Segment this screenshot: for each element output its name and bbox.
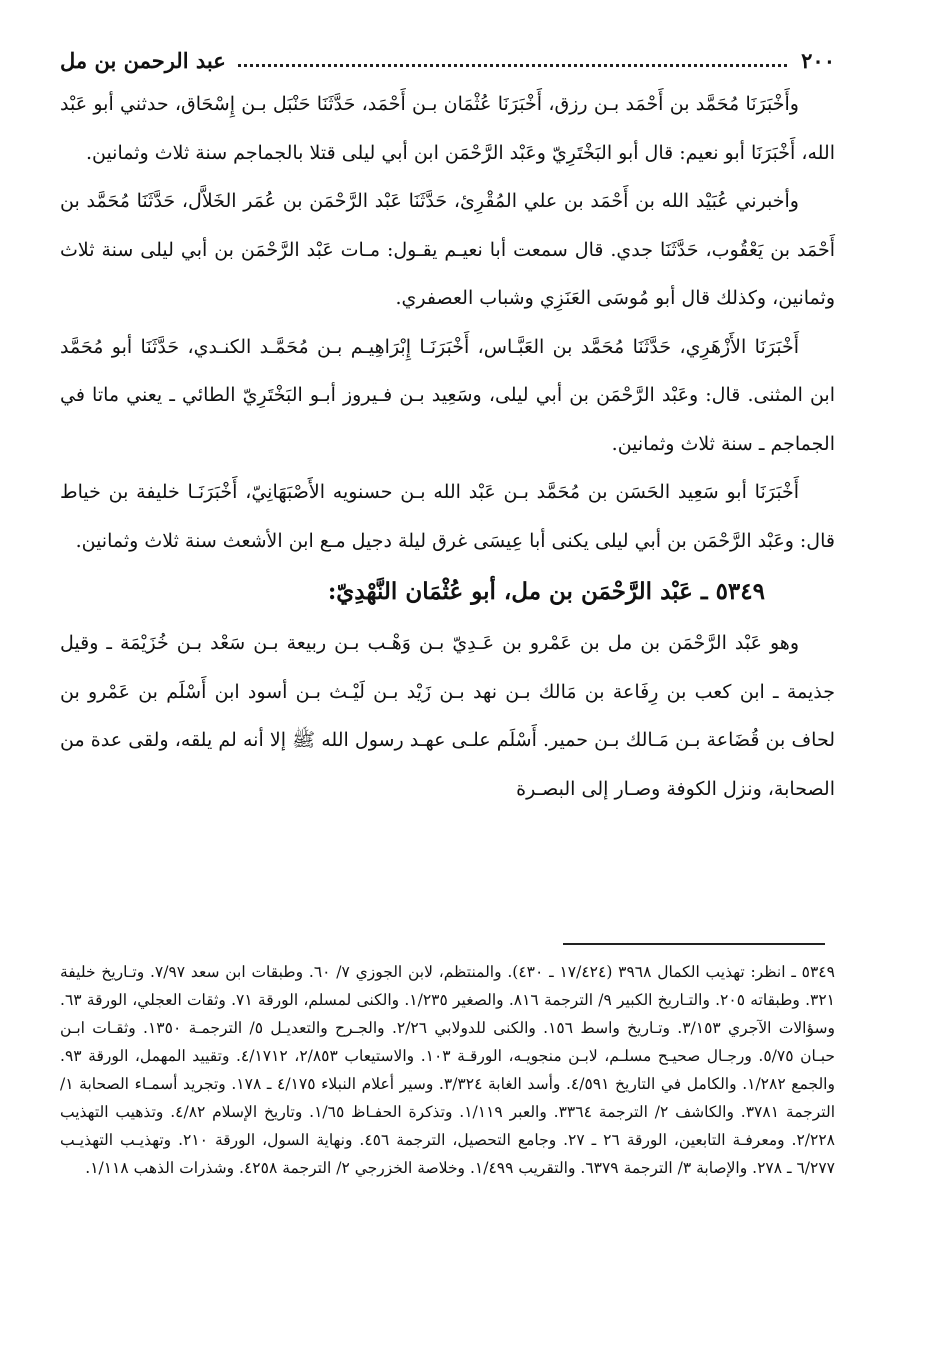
- entry-body: وهو عَبْد الرَّحْمَن بن مل بن عَمْرو بن عَـدِيّ بـن وَهْـب بـن ربيعة بـن سَعْد بـن خُزَيْمَة ـ وقيل جذيمة ـ ابن كعب بن رِفَاعة بن مَالك بـن نهد بـن زَيْد بـن لَيْـث بـن أسود ابن أَسْلَم بن عَمْرو بن لحاف بن قُضَاعة بـن مَـالك بـن حمير. أَسْلَم علـى عهـد رسول الله ﷺ إلا أنه لم يلقه، ولقى عدة من الصحابة، ونزل الكوفة وصـار إلى البصـرة: [60, 632, 835, 800]
- page-body: [60, 40, 835, 813]
- paragraph-1: وأَخْبَرَنَا مُحَمَّد بن أَحْمَد بـن رزق، أَخْبَرَنَا عُثْمَان بـن أَحْمَد، حَدَّثَنَا حَنْبَل بـن إِسْحَاق، حدثني أبو عَبْد الله، أَخْبَرَنَا أبو نعيم: قال أبو البَخْتَرِيّ وعَبْد الرَّحْمَن ابن أبي ليلى قتلا بالجماجم سنة ثلاث وثمانين.: [60, 93, 835, 164]
- footnote: ٥٣٤٩ ـ انظر: تهذيب الكمال ٣٩٦٨ (١٧/٤٢٤ ـ ٤٣٠). والمنتظم، لابن الجوزي ٧/ ٦٠. وطبقات ابن سعد ٧/٩٧. وتـاريخ خليفة ٣٢١. وطبقاته ٢٠٥. والتـاريخ الكبير ٩/ الترجمة ٨١٦. والصغير ١/٢٣٥. والكنى لمسلم، الورقة ٧١. وثقات العجلي، الورقة ٦٣. وسؤالات الآجري ٣/١٥٣. وتـاريخ واسط ١٥٦. والكنى للدولابي ٢/٢٦. والجـرح والتعديـل ٥/ الترجمـة ١٣٥٠. وثقـات ابـن حبـان ٥/٧٥. ورجـال صحيـح مسلـم، لابـن منجويـه، الورقـة ١٠٣. والاستيعاب ٢/٨٥٣، ٤/١٧١٢. وتقييد المهمل، الورقة ٩٣. والجمع ١/٢٨٢. والكامل في التاريخ ٤/٥٩١. وأسد الغابة ٣/٣٢٤. وسير أعلام النبلاء ٤/١٧٥ ـ ١٧٨. وتجريد أسمـاء الصحابة ١/ الترجمة ٣٧٨١. والكاشف ٢/ الترجمة ٣٣٦٤. والعبر ١/١١٩. وتذكرة الحفـاظ ١/٦٥. وتاريخ الإسلام ٤/٨٢. وتذهيب التهذيب ٢/٢٢٨. ومعرفـة التابعين، الورقة ٢٦ ـ ٢٧. وجامع التحصيل، الترجمة ٤٥٦. ونهاية السول، الورقة ٢١٠. وتهذيـب التهذيـب ٦/٢٧٧ ـ ٢٧٨. والإصابة ٣/ الترجمة ٦٣٧٩. والتقريب ١/٤٩٩. وخلاصة الخزرجي ٢/ الترجمة ٤٢٥٨. وشذرات الذهب ١/١١٨.: [60, 963, 836, 1177]
- footnote-separator: [563, 943, 825, 945]
- entry-heading: ٥٣٤٩ ـ عَبْد الرَّحْمَن بن مل، أبو عُثْمَان النَّهْدِيّ:: [327, 578, 765, 605]
- paragraph-4: أَخْبَرَنَا أبو سَعِيد الحَسَن بن مُحَمَّد بـن عَبْد الله بـن حسنويه الأَصْبَهَانِيّ، أَخْبَرَنَـا خليفة بن خياط قال: وعَبْد الرَّحْمَن بن أبي ليلى يكنى أبا عِيسَى غرق ليلة دجيل مـع ابن الأشعث سنة ثلاث وثمانين.: [60, 481, 835, 552]
- paragraph-3: أَخْبَرَنَا الأَزْهَرِي، حَدَّثَنَا مُحَمَّد بن العَبَّـاس، أَخْبَرَنَـا إِبْرَاهِيـم بـن مُحَمَّـد الكنـدي، حَدَّثَنَا أبو مُحَمَّد ابن المثنى. قال: وعَبْد الرَّحْمَن بن أبي ليلى، وسَعِيد بـن فـيروز أبـو البَخْتَرِيّ الطائي ـ يعني ماتا في الجماجم ـ سنة ثلاث وثمانين.: [60, 335, 835, 455]
- running-header: [60, 40, 835, 80]
- running-title: عبد الرحمن بن مل: [60, 47, 226, 73]
- page-number: ٢٠٠: [801, 47, 835, 73]
- paragraph-2: وأخبرني عُبَيْد الله بن أَحْمَد بن علي المُقْرِئ، حَدَّثَنَا عَبْد الرَّحْمَن بن عُمَر الخَلاَّل، حَدَّثَنَا مُحَمَّد بن أَحْمَد بن يَعْقُوب، حَدَّثَنَا جدي. قال سمعت أبا نعيـم يقـول: مـات عَبْد الرَّحْمَن بن أبي ليلى سنة ثلاث وثمانين، وكذلك قال أبو مُوسَى العَنَزِي وشباب العصفري.: [60, 190, 835, 309]
- header-dot-leader: [238, 54, 787, 67]
